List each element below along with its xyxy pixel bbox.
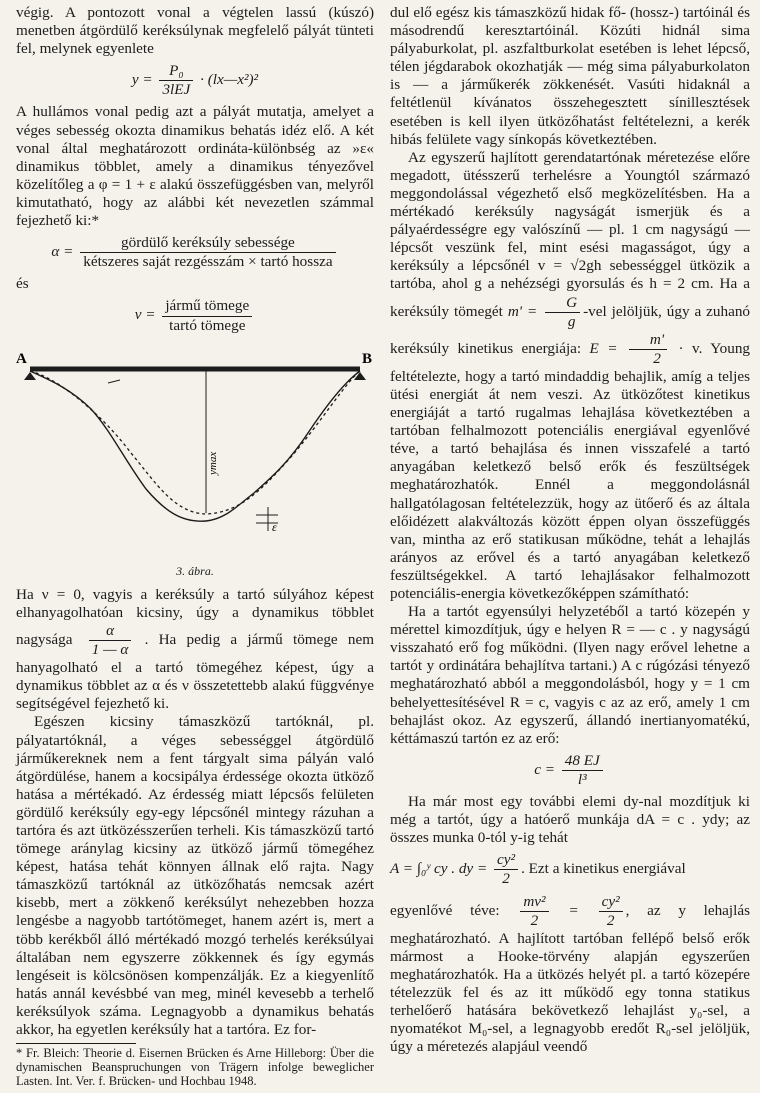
numerator: jármű tömege	[162, 297, 252, 316]
denominator: kétszeres saját rezgésszám × tartó hossza	[83, 253, 333, 271]
numerator: P₀	[159, 62, 193, 81]
fraction	[599, 893, 623, 930]
paragraph: dul elő egész kis támaszközű hidak fő- (hossz-) tartóinál és másodrendű keresztartóinál. Közúti hidnál sima pályaburkolat, pl. aszfaltburkolat esetében is lehet lépcső, télen jégdarabok okozhatják — még sima pályaburkolaton is — a járműkerék zökkenését. Vasúti hidaknál a feltétlenül kívánatos összehegesztett sínillesztések esetében is kell ilyen ütközőhatást feltételezni, a kerék hibás felülete vagy sínkopás következtében.	[390, 4, 750, 148]
support-right	[354, 372, 366, 380]
figure-caption: 3. ábra.	[176, 563, 214, 578]
footnote: * Fr. Bleich: Theorie d. Eisernen Brücken és Arne Hilleborg: Über die dynamischen Beanspruchungen von Trägern infolge beweglicher Lasten. Int. Ver. f. Brücken- und Hochbau 1948.	[16, 1046, 374, 1089]
label-ymax: ymax	[207, 451, 219, 475]
equation	[16, 62, 374, 99]
fraction	[562, 752, 603, 789]
label-eps: ε	[272, 519, 277, 534]
numerator: gördülő keréksúly sebessége	[80, 234, 335, 253]
paragraph: A hullámos vonal pedig azt a pályát mutatja, amelyet a véges sebesség okozta dinamikus behatás idéz elő. A két vonal által meghatározott ordináta-különbség az »ε« dinamikus többlet, amely a dinamikus tényezővel közelítőleg a φ = 1 + ε alakú összefüggésben van, melyről kimutatható, hogy az alábbi két nevezetlen számmal fejezhető ki:*	[16, 103, 374, 230]
equation-lhs: y =	[131, 71, 153, 89]
static-deflection-line	[30, 371, 360, 514]
denominator: 1 — α	[91, 641, 129, 659]
integral-lhs: A = ∫₀ʸ cy . dy =	[390, 860, 488, 878]
numerator: G	[545, 294, 580, 313]
denominator: 2	[606, 911, 615, 929]
equation	[16, 297, 374, 334]
text-run: egyenlővé téve:	[390, 901, 500, 919]
denominator: 2	[530, 911, 539, 929]
paragraph: Ha a tartót egyensúlyi helyzetéből a tartó közepén y mérettel kimozdítjuk, úgy e helyen R = — c . y nagyságú visszaható erő fog működni. (Ilyen nagy erővel lehetne a tartót y ordinátára behajlítva tartani.) A c rúgózási tényező meghatározható abból a meggondolásból, hogy y = 1 cm behelyettesítésével R = c, vagyis c az az erő, amely 1 cm behajlást okoz. Az egyszerű, állandó inertianyomatékú, kéttámaszú tartón ez az erő:	[390, 603, 750, 747]
right-column	[390, 4, 750, 1056]
fraction	[545, 294, 580, 331]
fraction	[89, 622, 132, 659]
paragraph	[390, 149, 750, 603]
text-run: . Ha pedig a jármű tömege nem hanyagolható el a tartó tömegéhez képest, úgy a dynamikus többlet az α és ν összetettebb alakú függvénye segítségével fejezhető ki.	[16, 631, 375, 713]
beam-deflection-figure	[16, 347, 374, 553]
text-run: , az y lehajlás meghatározható. A hajlított tartóban fellépő belső erők mármost a Hooke-törvény alapján egyszerűen meghatározhatók. Ha a ütközés helyét pl. a tartó közepére tételezzük fel és az itt működő egy tonna statikus terhelőerő hatására bekövetkező lehajlást y₀-sel, a nyomatékot M₀-sel, a legnagyobb eredőt R₀-sel jelöljük, úgy a méretezés alapjául veendő	[390, 901, 751, 1056]
text-run: Az egyszerű hajlított gerendatartónak méretezése előre megadott, ütésszerű terhelésre a Youngtól származó meggondolással végezhető első megközelítésben. Ha a mértékadó keréksúly nagyságát ismerjük és a pályaérdességre egy valószínű — pl. 1 cm nagyságú — lépcsőt veszünk fel, mint esési magasságot, úgy a keréksúly a lépcsőnél v = √2gh sebességgel ütközik a tartóba, ahol g a nehézségi gyorsulás és h = 2 cm. Ha a keréksúly tömegét	[390, 148, 750, 320]
equation-lhs: ν =	[134, 306, 156, 324]
paragraph	[390, 851, 750, 888]
fraction	[494, 851, 518, 888]
text-run: . Ezt a kinetikus energiával	[521, 860, 686, 878]
equation-lhs: c =	[534, 760, 555, 778]
paragraph: és	[16, 275, 29, 293]
fraction	[159, 62, 193, 99]
text-run: Ha ν = 0, vagyis a keréksúly a tartó súlyához képest elhanyagolhatóan kicsiny, úgy a dynamikus többlet nagysága	[16, 585, 374, 649]
equation-rhs: · (lx—x²)²	[200, 71, 259, 89]
paragraph: Egészen kicsiny támaszközű tartóknál, pl. pályatartóknál, a véges sebességgel átgördülő járműkereknek nem a fent tárgyalt sima pályán való átgördülése, hanem a kocsipálya érdessége okozta ütköző hatása a mértékadó. Az érdesség miatt lépcsős felületen gördülő keréksúly egy-egy lépcsőnél mintegy rázuhan a tartóra és azt ütközésszerűen terheli. Kis támaszközű tartó tömege aránylag kicsiny az ütköző jármű tömegéhez képest, hatása tehát könnyen állnak elő rajta. Nagy támaszközű tartóknál az ütközőhatás nemcsak azért kisebb, mert a zökkenő keréksúlyt nehezebben hozza lengésbe a nagyobb tartótömeget, hanem azért is, mert a több kerékből álló mértékadó mozgó terhelés keréksúlyai általában nem egyszerre zökkennek és így egymás lengéseit is kölcsönösen kompenzálják. Ez a kiegyenlítő hatás annál kevésbbé van meg, minél kevesebb a terhelő keréksúlyok száma. Legnagyobb a dynamikus behatás akkor, ha egyetlen keréksúly hat a tartóra. Ez for-	[16, 713, 374, 1039]
math-lhs: m' =	[507, 302, 538, 320]
denominator: g	[567, 312, 576, 330]
fraction	[629, 331, 667, 368]
equation	[390, 752, 750, 789]
label-b: B	[362, 350, 373, 367]
numerator: 48 EJ	[562, 752, 603, 771]
text-run: -vel jelöljük, úgy a zuhanó keréksúly kinetikus energiája:	[390, 302, 751, 357]
denominator: l³	[577, 770, 587, 788]
text-run: · v. Young feltételezte, hogy a tartó mindaddig behajlik, amíg a teljes ütési energiát át nem veszi. Az ütközőtest kinetikus energiáját a tartó rugalmas lehajlása következtében a tartóban felhalmozott potenciális energiával egyenlővé téve, a tartó behajlása és innen visszafelé a tartó anyagában keletkező belső erők és feszültségek meghatározhatók. Ennél a meggondolásnál hallgatólagosan feltételezzük, hogy az ütőerő és az általa előidézett alakváltozás között éppen olyan összefüggés van, mintha az erő statikusan működne, tehát a lehajlás arányos az erővel és a tartó anyagában keletkező feszültségekkel. A tartó lehajlásakor felhalmozott potenciális-energia következőképpen számítható:	[390, 339, 751, 602]
numerator: α	[89, 622, 132, 641]
numerator: m'	[629, 331, 667, 350]
denominator: 3lEJ	[162, 81, 191, 99]
denominator: 2	[502, 870, 510, 888]
equation	[16, 234, 374, 271]
left-column	[16, 4, 374, 1088]
paragraph	[390, 893, 750, 1057]
denominator: tartó tömege	[169, 316, 246, 334]
fraction	[162, 297, 252, 334]
paragraph: végig. A pontozott vonal a végtelen lassú (kúszó) menetben átgördülő keréksúlynak megfelelő pályát tünteti fel, melynek egyenlete	[16, 4, 374, 58]
fraction	[520, 893, 548, 930]
paragraph: Ha már most egy további elemi dy-nal mozdítjuk ki még a tartót, úgy a hatóerő munkája dA = c . ydy; az összes munka 0-tól y-ig tehát	[390, 793, 750, 847]
numerator: cy²	[494, 851, 518, 870]
equals-sign: =	[569, 901, 578, 919]
equation-lhs: α =	[51, 243, 74, 261]
dynamic-deflection-line	[30, 371, 360, 521]
math-lhs: E =	[589, 339, 618, 357]
denominator: 2	[653, 349, 661, 367]
numerator: mv²	[520, 893, 548, 912]
numerator: cy²	[599, 893, 623, 912]
fraction	[80, 234, 335, 271]
label-a: A	[16, 350, 27, 367]
paragraph	[16, 586, 374, 714]
arrow	[108, 380, 120, 383]
